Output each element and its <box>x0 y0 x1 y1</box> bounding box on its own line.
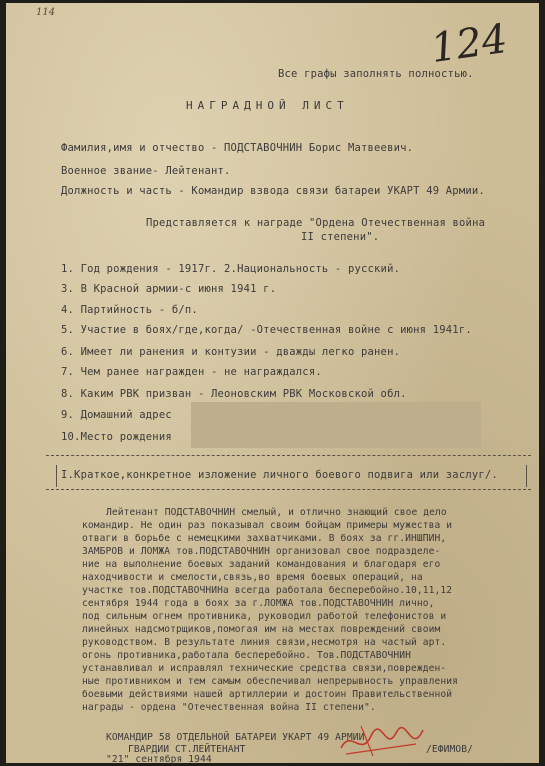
narrative-line: находчивости и смелости,связь,во время боевых операций, на <box>82 572 423 583</box>
narrative-line: боевыми действиями нашей артиллерии и достоин Правительственной <box>82 689 453 700</box>
corner-mark: 114 <box>36 7 56 18</box>
redacted-address-block <box>191 402 481 448</box>
item-5: 5. Участие в боях/где,когда/ -Отечественная войне с июня 1941г. <box>61 324 472 336</box>
narrative-line: награды - ордена "Отечественная война II степени". <box>82 702 376 713</box>
nomination-line-2: II степени". <box>301 231 380 243</box>
section-top-rule <box>46 455 531 456</box>
narrative-line: линейных надсмотрщиков,помогая им на местах повреждений своим <box>82 624 441 635</box>
field-position: Должность и часть - Командир взвода связи батареи УКАРТ 49 Армии. <box>61 185 485 197</box>
item-6: 6. Имеет ли ранения и контузии - дважды легко ранен. <box>61 346 401 358</box>
award-sheet <box>6 3 539 763</box>
signature-date: "21" сентября 1944 <box>106 754 212 765</box>
item-7: 7. Чем ранее награжден - не награждался. <box>61 366 322 378</box>
signer-name: /ЕФИМОВ/ <box>426 744 474 755</box>
document-title: НАГРАДНОЙ ЛИСТ <box>186 99 349 112</box>
narrative-line: ные противником и тем самым обеспечивал непрерывность управления <box>82 676 459 687</box>
section-right-bar <box>526 465 527 487</box>
field-rank: Военное звание- Лейтенант. <box>61 165 231 177</box>
item-1-2: 1. Год рождения - 1917г. 2.Национальность - русский. <box>61 263 401 275</box>
item-3: 3. В Красной армии-с июня 1941 г. <box>61 283 277 295</box>
narrative-line: огонь противника,работала бесперебойно. Тов.ПОДСТАВОЧНИН <box>82 650 412 661</box>
narrative-line: под сильным огнем противника, руководил работой телефонистов и <box>82 611 447 622</box>
signature-title-line-1: КОМАНДИР 58 ОТДЕЛЬНОЙ БАТАРЕИ УКАРТ 49 АРМИИ <box>106 732 365 743</box>
item-4: 4. Партийность - б/п. <box>61 304 198 316</box>
nomination-line-1: Представляется к награде "Ордена Отечественная война <box>146 217 486 229</box>
narrative-line: командир. Не один раз показывал своим бойцам примеры мужества и <box>82 520 453 531</box>
narrative-line: устанавливал и исправлял технические средства связи,поврежден- <box>82 663 447 674</box>
item-8: 8. Каким РВК призван - Леоновским РВК Московской обл. <box>61 388 407 400</box>
handwritten-signature <box>331 718 431 763</box>
field-name: Фамилия,имя и отчество - ПОДСТАВОЧНИН Борис Матвеевич. <box>61 142 414 154</box>
section-bottom-rule <box>46 489 531 490</box>
item-10: 10.Место рождения <box>61 431 172 443</box>
signature-title-line-2: ГВАРДИИ СТ.ЛЕЙТЕНАНТ <box>128 744 246 755</box>
section-left-bar <box>56 465 57 487</box>
section-heading: I.Краткое,конкретное изложение личного боевого подвига или заслуг/. <box>61 469 498 481</box>
narrative-line: руководством. В результате линия связи,несмотря на частый арт. <box>82 637 447 648</box>
header-note: Все графы заполнять полностью. <box>278 68 474 80</box>
narrative-line: ЗАМБРОВ и ЛОМЖА тов.ПОДСТАВОЧНИН организовал свое подразделе- <box>82 546 441 557</box>
narrative-line: сентября 1944 года в боях за г.ЛОМЖА тов.ПОДСТАВОЧНИН лично, <box>82 598 435 609</box>
narrative-line: Лейтенант ПОДСТАВОЧНИН смелый, и отлично знающий свое дело <box>106 507 447 518</box>
item-9: 9. Домашний адрес <box>61 409 172 421</box>
handwritten-sheet-number: 124 <box>428 15 511 73</box>
narrative-line: участке тов.ПОДСТАВОЧНИНа всегда работала бесперебойно.10,11,12 <box>82 585 453 596</box>
narrative-line: отваги в борьбе с немецкими захватчиками. В боях за гг.ИНШПИН, <box>82 533 447 544</box>
narrative-line: ние на выполнение боевых заданий командования и благодаря его <box>82 559 441 570</box>
